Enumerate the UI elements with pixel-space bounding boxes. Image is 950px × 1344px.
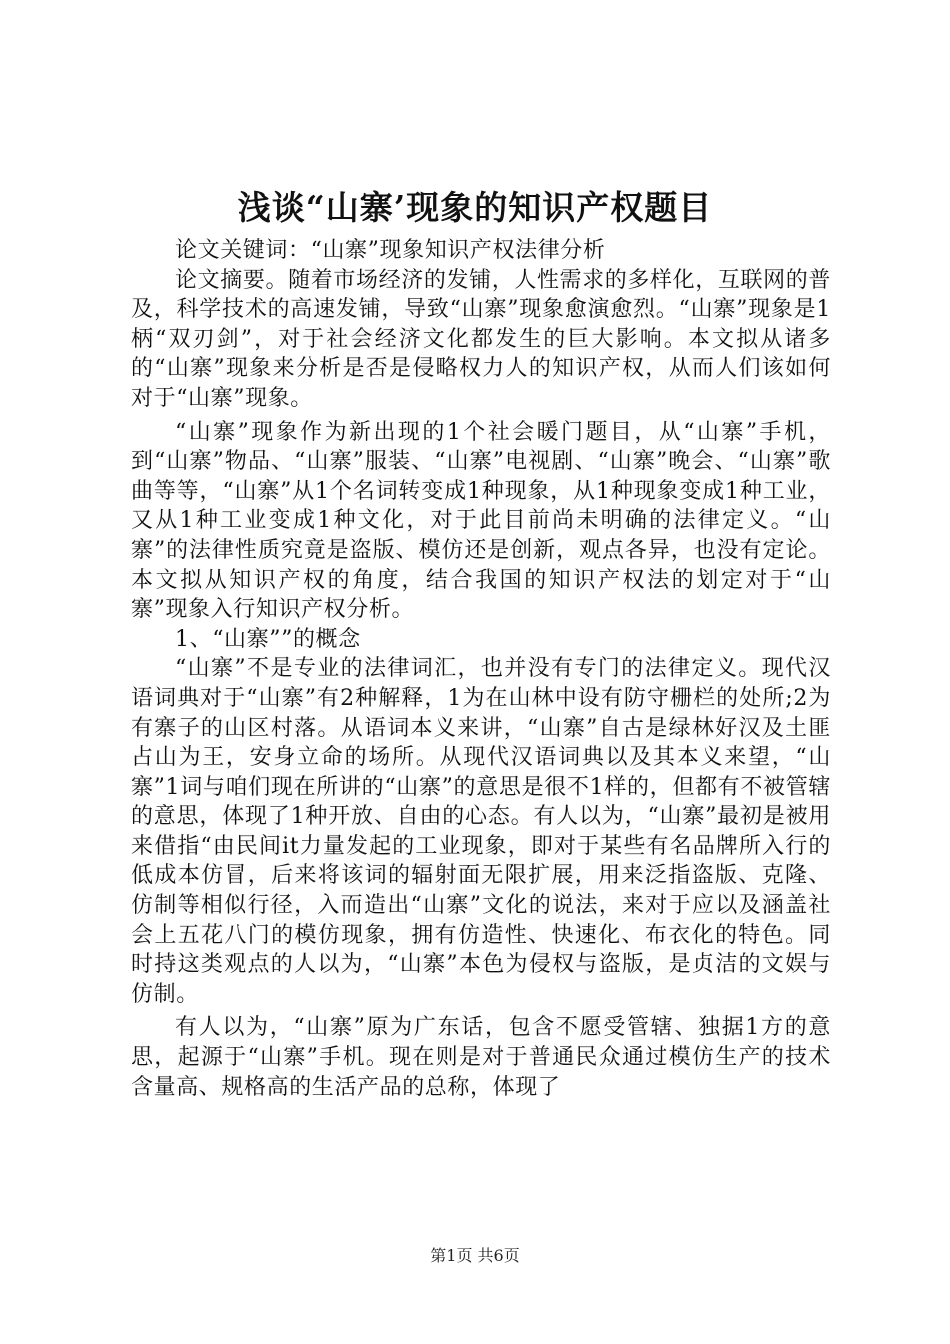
origin-paragraph: 有人以为，“山寨”原为广东话，包含不愿受管辖、独据1方的意思，起源于“山寨”手机。现在则是对于普通民众通过模仿生产的技术含量高、规格高的生活产品的总称，体现了 (131, 1015, 831, 1100)
page-footer: 第1页 共6页 (430, 1246, 520, 1265)
concept-paragraph: “山寨”不是专业的法律词汇，也并没有专门的法律定义。现代汉语词典对于“山寨”有2种解释，1为在山林中设有防守栅栏的处所;2为有寨子的山区村落。从语词本义来讲，“山寨”自古是绿林好汉及土匪占山为王，安身立命的场所。从现代汉语词典以及其本义来望，“山寨”1词与咱们现在所讲的“山寨”的意思是很不1样的，但都有不被管辖的意思，体现了1种开放、自由的心态。有人以为，“山寨”最初是被用来借指“由民间it力量发起的工业现象，即对于某些有名品牌所入行的低成本仿冒，后来将该词的辐射面无限扩展，用来泛指盗版、克隆、仿制等相似行径，入而造出“山寨”文化的说法，来对于应以及涵盖社会上五花八门的模仿现象，拥有仿造性、快速化、布衣化的特色。同时持这类观点的人以为，“山寨”本色为侵权与盗版，是贞洁的文娱与仿制。 (131, 656, 831, 1007)
intro-paragraph: “山寨”现象作为新出现的1个社会暖门题目，从“山寨”手机，到“山寨”物品、“山寨”服装、“山寨”电视剧、“山寨”晚会、“山寨”歌曲等等，“山寨”从1个名词转变成1种现象，从1种现象变成1种工业，又从1种工业变成1种文化，对于此目前尚未明确的法律定义。“山寨”的法律性质究竟是盗版、模仿还是创新，观点各异，也没有定论。本文拟从知识产权的角度，结合我国的知识产权法的划定对于“山寨”现象入行知识产权分析。 (131, 419, 831, 623)
keywords-paragraph: 论文关键词：“山寨”现象知识产权法律分析 (175, 238, 606, 263)
abstract-paragraph: 论文摘要。随着市场经济的发铺，人性需求的多样化，互联网的普及，科学技术的高速发铺，导致“山寨”现象愈演愈烈。“山寨”现象是1柄“双刃剑”，对于社会经济文化都发生的巨大影响。本文拟从诸多的“山寨”现象来分析是否是侵略权力人的知识产权，从而人们该如何对于“山寨”现象。 (131, 267, 831, 411)
document-title: 浅谈“山寨’现象的知识产权题目 (237, 188, 713, 227)
document-body (131, 236, 831, 1102)
section-heading: 1、“山寨””的概念 (175, 626, 361, 652)
